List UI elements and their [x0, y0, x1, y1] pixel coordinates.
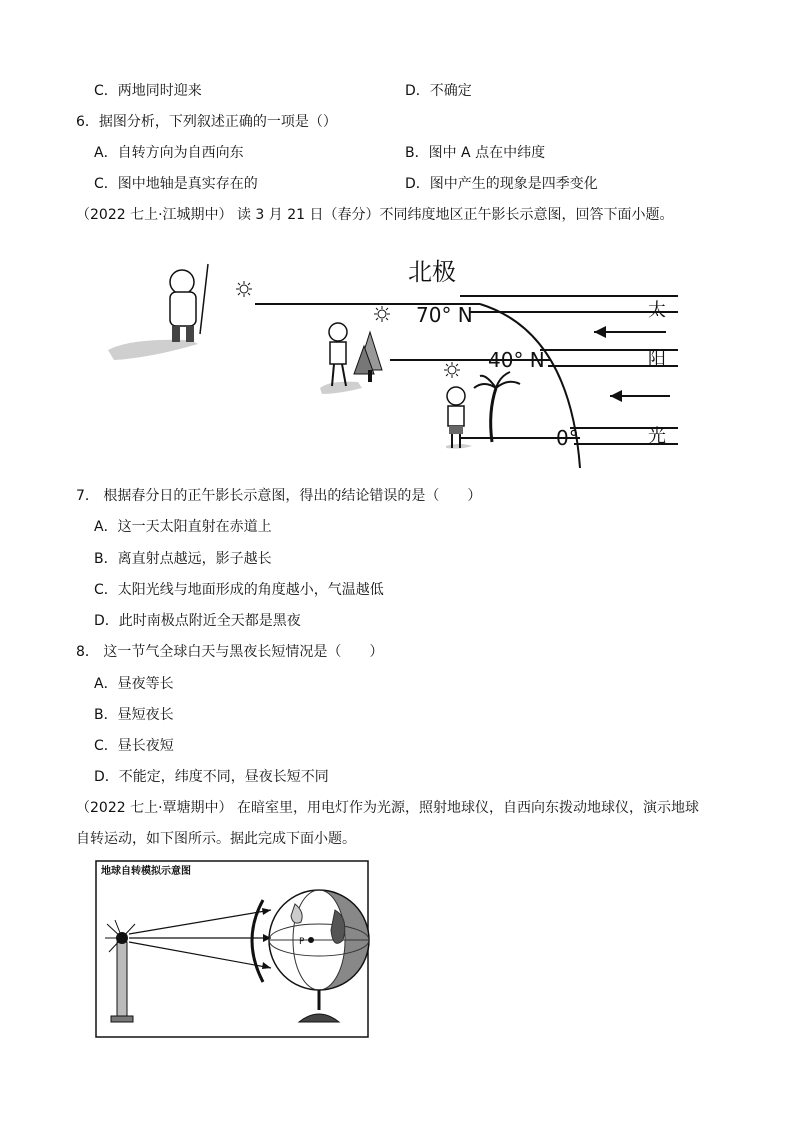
q8-option-b: B．昼短夜长 — [94, 707, 174, 723]
arrow-left — [610, 390, 622, 402]
q8-option-a: A．昼夜等长 — [94, 676, 174, 692]
intro-shadow-figure: （2022 七上·江城期中） 读 3 月 21 日（春分）不同纬度地区正午影长示意图，回答下面小题。 — [76, 207, 674, 223]
noon-shadow-figure — [100, 252, 690, 468]
palm-tree-icon — [474, 372, 520, 442]
q8-stem: 8． 这一节气全球白天与黑夜长短情况是（ ） — [76, 644, 384, 660]
intro-globe-line2: 自转运动，如下图所示。据此完成下面小题。 — [76, 831, 356, 847]
lat-0-label: 0° — [556, 426, 579, 450]
intro-globe-line1: （2022 七上·覃塘期中） 在暗室里，用电灯作为光源，照射地球仪，自西向东拨动地球仪，演示地球 — [76, 800, 699, 816]
q5-option-d: D．不确定 — [405, 83, 472, 99]
q6-option-b: B．图中 A 点在中纬度 — [405, 145, 546, 161]
q6-option-a: A．自转方向为自西向东 — [94, 145, 244, 161]
q7-option-b: B．离直射点越远，影子越长 — [94, 551, 272, 567]
figure-title: 地球自转模拟示意图 — [101, 866, 191, 877]
q5-option-c: C．两地同时迎来 — [94, 83, 202, 99]
q8-option-d: D．不能定，纬度不同，昼夜长短不同 — [94, 769, 329, 785]
q8-option-c: C．昼长夜短 — [94, 738, 174, 754]
q7-option-a: A．这一天太阳直射在赤道上 — [94, 519, 272, 535]
polar-person-icon — [170, 264, 208, 342]
sunlight-label-1: 太 — [648, 300, 666, 321]
long-shadow — [108, 340, 198, 360]
person-icon — [329, 323, 347, 386]
q6-stem: 6．据图分析，下列叙述正确的一项是（） — [76, 114, 337, 130]
arrow-left — [594, 326, 606, 338]
lat-40-label: 40° N — [488, 348, 545, 372]
lat-70-label: 70° N — [416, 303, 473, 327]
point-label: P — [299, 937, 305, 947]
q7-option-d: D．此时南极点附近全天都是黑夜 — [94, 613, 301, 629]
medium-shadow — [320, 382, 362, 394]
sunlight-label-2: 阳 — [648, 348, 666, 369]
q7-stem: 7． 根据春分日的正午影长示意图，得出的结论错误的是（ ） — [76, 488, 482, 504]
sunlight-label-3: 光 — [648, 426, 666, 447]
globe-rotation-figure — [95, 860, 370, 1040]
q6-option-d: D．图中产生的现象是四季变化 — [405, 176, 598, 192]
sun-icon — [374, 306, 390, 322]
north-pole-label: 北极 — [408, 258, 456, 286]
q6-option-c: C．图中地轴是真实存在的 — [94, 176, 258, 192]
tree-icon — [354, 332, 382, 382]
sun-icon — [444, 362, 460, 378]
q7-option-c: C．太阳光线与地面形成的角度越小，气温越低 — [94, 582, 384, 598]
sun-icon — [236, 281, 252, 297]
